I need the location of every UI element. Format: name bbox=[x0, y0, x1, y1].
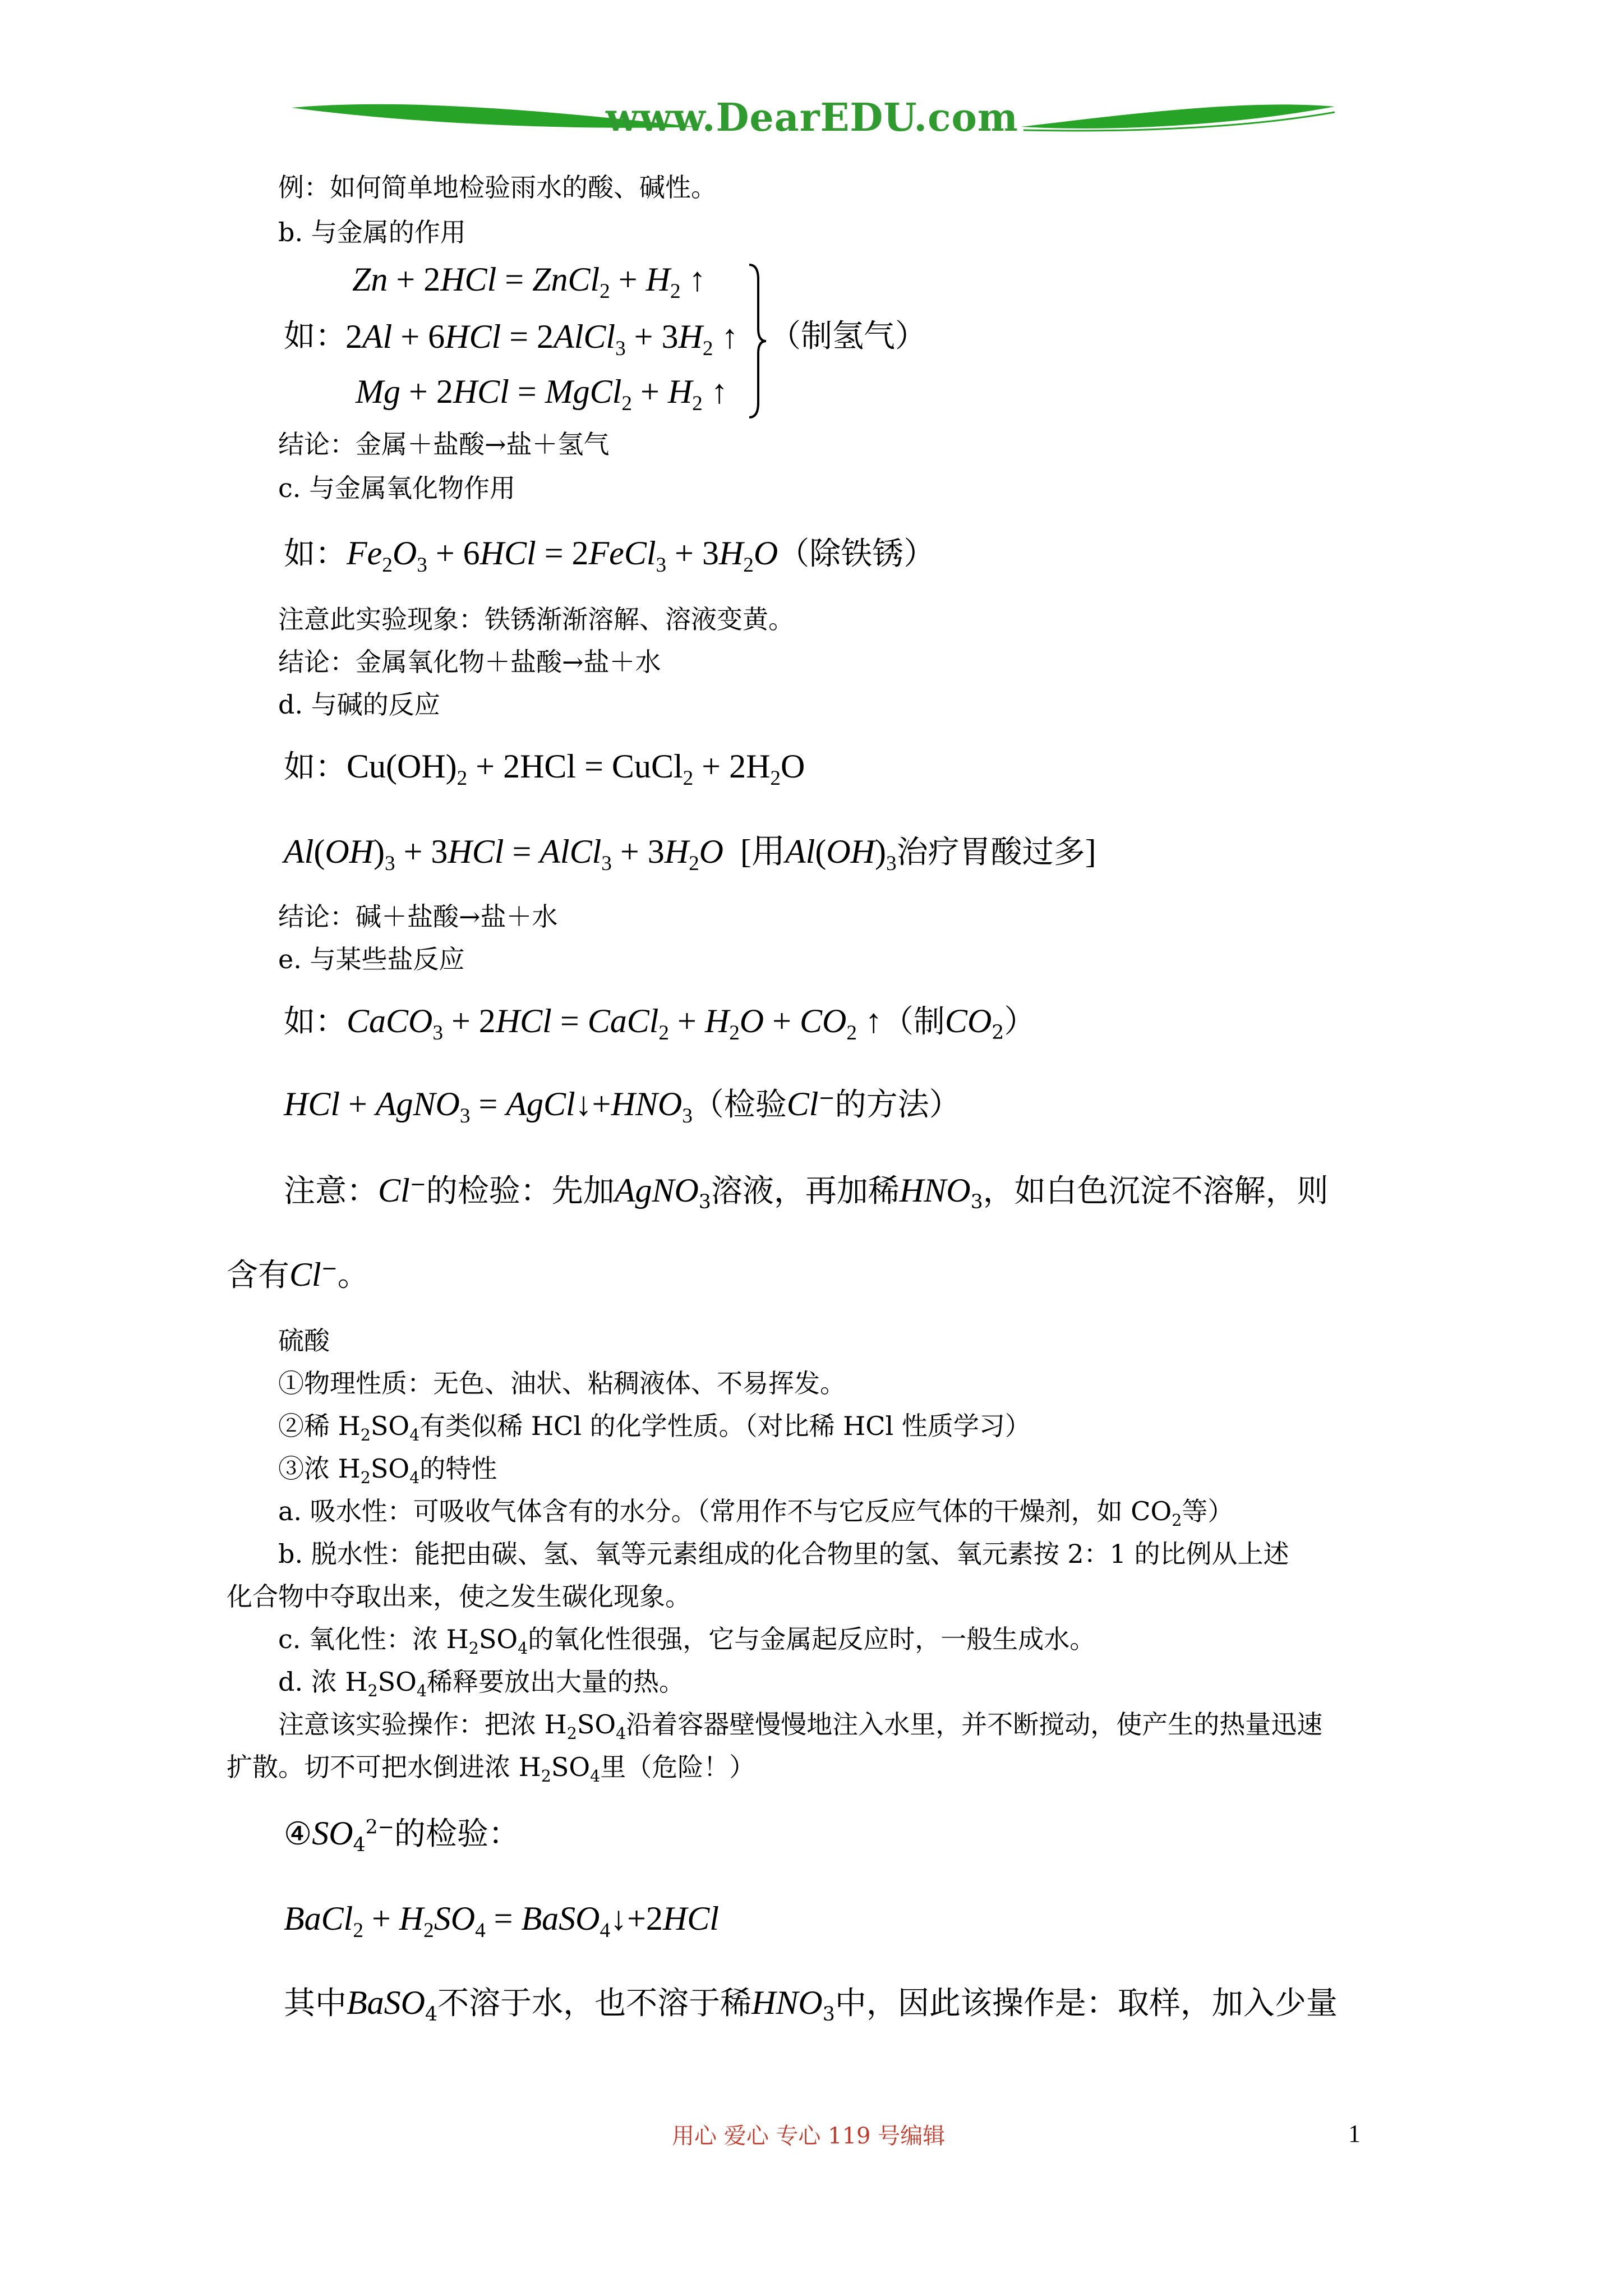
pa-b: 等） bbox=[1182, 1496, 1234, 1526]
example-line: 例：如何简单地检验雨水的酸、碱性。 bbox=[278, 172, 717, 203]
ru-label-3: 如： bbox=[284, 749, 347, 785]
p2-a: ②稀 H bbox=[278, 1411, 361, 1441]
treatment-note: 治疗胃酸过多 bbox=[896, 834, 1085, 871]
cl-test-note: 注意：Cl−的检验：先加AgNO$_3$溶液，再加稀$HNO_3$，如白色沉淀不溶解，则 bbox=[284, 1172, 1329, 1214]
ru-label-4: 如： bbox=[284, 1004, 347, 1040]
pn2-a: 扩散。切不可把水倒进浓 H bbox=[227, 1752, 541, 1782]
ru-label: 如： bbox=[284, 318, 347, 355]
operation-note-2: 扩散。切不可把水倒进浓 $H_2SO_4$里（危险！） bbox=[227, 1752, 755, 1786]
make-co2-note: （制 bbox=[882, 1004, 945, 1040]
dehydration-2: 化合物中夺取出来，使之发生碳化现象。 bbox=[227, 1581, 691, 1612]
observation-note: 注意此实验现象：铁锈渐渐溶解、溶液变黄。 bbox=[278, 604, 794, 634]
page-number: 1 bbox=[1348, 2120, 1361, 2147]
equation-cuoh2: 如：$Cu(OH)_2 + 2HCl$ = CuCl$_2$ + $2H_2O$ bbox=[284, 748, 805, 790]
cl-test-note-cont: 含有Cl−。 bbox=[227, 1256, 369, 1294]
sulfate-test-heading: $④SO_4^{2-}$的检验： bbox=[284, 1815, 520, 1857]
make-hydrogen-note: （制氢气） bbox=[769, 318, 926, 355]
header-logo bbox=[292, 84, 1335, 163]
note-part-d: ，如白色沉淀不溶解，则 bbox=[983, 1173, 1329, 1209]
equation-fe2o3: 如：$Fe_2O_3 + 6HCl$ = 2FeCl$_3$ + $3H_2O$（除铁锈） bbox=[284, 535, 935, 577]
equation-caco3: 如：CaCO$_3$ + 2HCl = CaCl$_2$ + $H_2O + CO_2$ ↑（制$CO_2$） bbox=[284, 1002, 1036, 1045]
last-a: 其中 bbox=[284, 1985, 347, 2022]
dehydration-1: b. 脱水性：能把由碳、氢、氧等元素组成的化合物里的氢、氧元素按 2：1 的比例从上述 bbox=[278, 1539, 1289, 1569]
pa-a: a. 吸水性：可吸收气体含有的水分。（常用作不与它反应气体的干燥剂，如 CO bbox=[278, 1496, 1172, 1526]
section-d-heading: d. 与碱的反应 bbox=[278, 689, 440, 720]
note-part-e: 含有 bbox=[227, 1257, 289, 1294]
section-c-heading: c. 与金属氧化物作用 bbox=[278, 473, 516, 503]
pn2-b: SO bbox=[551, 1752, 591, 1782]
brace-icon bbox=[746, 263, 768, 420]
equation-mg: Mg + 2HCl = MgCl$_2$ + $H_2$ ↑ bbox=[356, 373, 728, 415]
ru-label-2: 如： bbox=[284, 536, 347, 572]
note-part-c: 溶液，再加稀 bbox=[711, 1173, 900, 1209]
so4-label: 的检验： bbox=[394, 1816, 520, 1852]
equation-agno3: HCl + AgNO$_3$ = $AgCl↓+HNO_3$（检验Cl−的方法） bbox=[284, 1085, 961, 1128]
conclusion-oxide: 结论：金属氧化物＋盐酸→盐＋水 bbox=[278, 647, 661, 677]
pd-c: 稀释要放出大量的热。 bbox=[426, 1667, 685, 1697]
footer-text: 用心 爱心 专心 119 号编辑 bbox=[672, 2123, 946, 2149]
oxidation: c. 氧化性：浓 $H_2SO_4$的氧化性很强，它与金属起反应时，一般生成水。 bbox=[278, 1624, 1096, 1658]
section-b-heading: b. 与金属的作用 bbox=[278, 217, 466, 247]
dilute-props: ②稀 $H_2SO_4$有类似稀 HCl 的化学性质。（对比稀 HCl 性质学习） bbox=[278, 1411, 1031, 1445]
note-part-f: 。 bbox=[337, 1257, 369, 1294]
pn1-b: SO bbox=[577, 1709, 616, 1740]
so4-num: ④ bbox=[284, 1816, 312, 1852]
pn1-c: 沿着容器壁慢慢地注入水里，并不断搅动，使产生的热量迅速 bbox=[626, 1709, 1323, 1740]
p3-b: SO bbox=[370, 1453, 410, 1484]
equation-aloh3: $Al(OH)_3 + 3HCl$ = AlCl$_3$ + $3H_2O$ [用$Al(OH)_3$治疗胃酸过多] bbox=[284, 833, 1096, 875]
note-part-b: 的检验：先加 bbox=[426, 1173, 615, 1209]
p2-c: 有类似稀 HCl 的化学性质。（对比稀 HCl 性质学习） bbox=[419, 1411, 1031, 1441]
pn1-a: 注意该实验操作：把浓 H bbox=[278, 1709, 567, 1740]
dilution-heat: d. 浓 $H_2SO_4$稀释要放出大量的热。 bbox=[278, 1667, 685, 1701]
method-note: 的方法） bbox=[834, 1087, 961, 1123]
concentrated-props: ③浓 $H_2SO_4$的特性 bbox=[278, 1453, 497, 1488]
last-b: 不溶于水，也不溶于稀 bbox=[437, 1985, 752, 2022]
operation-note-1: 注意该实验操作：把浓 $H_2SO_4$沿着容器壁慢慢地注入水里，并不断搅动，使产生的热量迅速 bbox=[278, 1709, 1323, 1743]
pc-b: SO bbox=[478, 1624, 518, 1654]
note-label: 注意： bbox=[284, 1173, 378, 1209]
check-cl-note: （检验 bbox=[692, 1087, 787, 1123]
pc-a: c. 氧化性：浓 H bbox=[278, 1624, 469, 1654]
p3-a: ③浓 H bbox=[278, 1453, 361, 1484]
pd-a: d. 浓 H bbox=[278, 1667, 368, 1697]
pc-c: 的氧化性很强，它与金属起反应时，一般生成水。 bbox=[528, 1624, 1096, 1654]
water-absorb: a. 吸水性：可吸收气体含有的水分。（常用作不与它反应气体的干燥剂，如 $CO_2$等） bbox=[278, 1496, 1234, 1530]
baso4-note: 其中BaSO$_4$不溶于水，也不溶于稀$HNO_3$中，因此该操作是：取样，加入少量 bbox=[284, 1984, 1338, 2026]
rust-removal-note: （除铁锈） bbox=[778, 536, 935, 572]
equation-bacl2: BaCl$_2$ + $H_2SO_4$ = BaSO$_4$↓+2HCl bbox=[284, 1900, 719, 1942]
physical-props: ①物理性质：无色、油状、粘稠液体、不易挥发。 bbox=[278, 1368, 846, 1398]
last-c: 中，因此该操作是：取样，加入少量 bbox=[834, 1985, 1338, 2022]
conclusion-metal: 结论：金属＋盐酸→盐＋氢气 bbox=[278, 429, 610, 459]
equation-al: 2Al + 6HCl = 2AlCl$_3$ + $3H_2$ ↑ bbox=[345, 318, 739, 360]
site-logo-text: www.DearEDU.com bbox=[606, 95, 1018, 140]
sulfuric-heading: 硫酸 bbox=[278, 1326, 330, 1356]
pn2-c: 里（危险！） bbox=[600, 1752, 755, 1782]
section-e-heading: e. 与某些盐反应 bbox=[278, 944, 465, 974]
equation-zn: Zn + 2HCl = ZnCl$_2$ + $H_2$ ↑ bbox=[352, 261, 706, 303]
conclusion-base: 结论：碱＋盐酸→盐＋水 bbox=[278, 901, 558, 932]
pd-b: SO bbox=[377, 1667, 417, 1697]
p3-c: 的特性 bbox=[419, 1453, 497, 1484]
p2-b: SO bbox=[370, 1411, 410, 1441]
